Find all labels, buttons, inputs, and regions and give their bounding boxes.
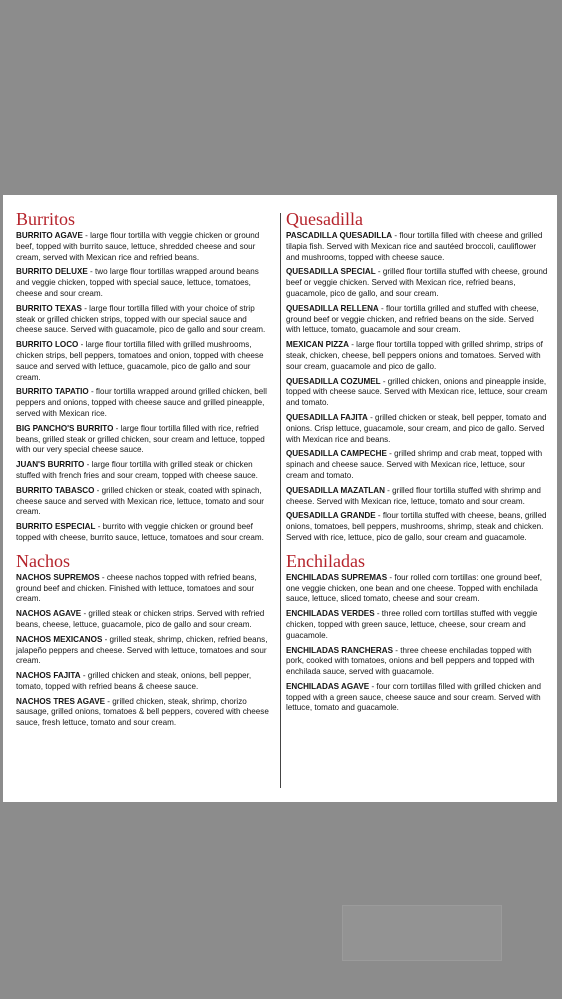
menu-item <box>16 609 272 631</box>
menu-item-description: large flour tortilla filled with grilled mushrooms, chicken strips, bell peppers, tomatoes and onion, topped with cheese sauce and served with lettuce, guacamole, pico de gallo and sour cream. <box>16 340 264 382</box>
menu-item-separator: - <box>378 303 386 313</box>
menu-item-description: grilled chicken or steak, coated with spinach, cheese sauce and served with Mexican rice, lettuce, tomato and sour cream. <box>16 485 264 517</box>
menu-section-nachos <box>16 551 272 729</box>
section-title: Nachos <box>16 550 70 571</box>
menu-item <box>286 646 548 678</box>
menu-column-right <box>286 209 548 718</box>
menu-item-separator: - <box>82 231 91 240</box>
menu-item-description: large flour tortilla filled with your choice of strip steak or grilled chicken strips, topped with our special sauce and cheese sauce. Served with guacamole, pico de gallo and sour cream. <box>16 303 266 335</box>
menu-item-separator: - <box>102 634 110 644</box>
menu-item-name: MEXICAN PIZZA <box>286 340 349 350</box>
menu-item-name: JUAN'S BURRITO <box>16 460 85 470</box>
menu-item-name: ENCHILADAS VERDES <box>286 609 375 619</box>
menu-item-name: BURRITO TEXAS <box>16 303 82 313</box>
menu-item <box>286 609 548 641</box>
menu-item-separator: - <box>369 681 377 691</box>
menu-item-description: two large flour tortillas wrapped around beans and veggie chicken, topped with special sauce, lettuce, tomatoes, cheese and sour cream. <box>16 267 259 298</box>
menu-item-separator: - <box>367 412 376 422</box>
menu-item-description: grilled steak, shrimp, chicken, refried beans, jalapeño peppers and cheese. Served with lettuce, tomatoes and sour cream. <box>16 634 268 666</box>
menu-item-separator: - <box>78 340 86 350</box>
menu-item-name: NACHOS FAJITA <box>16 671 81 681</box>
menu-item-description: flour tortilla grilled and stuffed with cheese, ground beef or veggie chicken, and refried beans on the side. Served with lettuce, tomato, guacamole and sour cream. <box>286 303 539 335</box>
section-title: Burritos <box>16 209 76 229</box>
menu-item <box>286 511 548 543</box>
menu-item-separator: - <box>374 609 382 619</box>
menu-item-separator: - <box>81 303 90 313</box>
menu-item-name: QUESADILLA CAMPECHE <box>286 449 387 459</box>
menu-item-name: NACHOS TRES AGAVE <box>16 696 106 706</box>
menu-item-description: flour tortilla filled with cheese and grilled tilapia fish. Served with Mexican rice and sautéed broccoli, cauliflower and mushrooms, topped with cheese sauce. <box>286 231 543 262</box>
menu-page <box>3 195 557 802</box>
menu-section-enchiladas <box>286 551 548 715</box>
menu-item-name: PASCADILLA QUESADILLA <box>286 231 393 240</box>
menu-item-name: ENCHILADAS SUPREMAS <box>286 572 388 582</box>
menu-item-separator: - <box>84 460 92 470</box>
menu-item-name: NACHOS AGAVE <box>16 609 82 619</box>
menu-item <box>16 671 272 693</box>
menu-item-description: cheese nachos topped with refried beans, ground beef and chicken. Finished with lettuce, tomatoes and sour cream. <box>16 572 257 604</box>
menu-item-name: QUESADILLA GRANDE <box>286 511 376 521</box>
menu-item-name: BURRITO DELUXE <box>16 267 88 277</box>
menu-item-name: QUESADILLA RELLENA <box>286 303 379 313</box>
menu-item-description: flour tortilla stuffed with cheese, beans, grilled onions, tomatoes, bell peppers, mushrooms, shrimp, steak and chicken. Served with rice, lettuce, pico de gallo, sour cream and guacamole. <box>286 511 547 542</box>
menu-item <box>286 449 548 481</box>
menu-item <box>286 573 548 605</box>
menu-item-separator: - <box>105 696 113 706</box>
menu-item-separator: - <box>392 231 400 240</box>
menu-item-separator: - <box>393 645 401 655</box>
menu-item-separator: - <box>387 572 395 582</box>
menu-item-description: grilled steak or chicken strips. Served with refried beans, cheese, lettuce, guacamole, pico de gallo and sour cream. <box>16 609 265 629</box>
menu-item <box>286 682 548 714</box>
menu-item-name: ENCHILADAS RANCHERAS <box>286 645 394 655</box>
menu-item-description: burrito with veggie chicken or ground beef topped with cheese, burrito sauce, lettuce, tomatoes and sour cream. <box>16 522 264 542</box>
menu-item-separator: - <box>80 671 88 681</box>
menu-item-description: three cheese enchiladas topped with pork, cooked with tomatoes, onions and bell peppers and topped with enchilada sauce, served with guacamole. <box>286 645 535 677</box>
menu-item-name: NACHOS SUPREMOS <box>16 572 100 582</box>
menu-item <box>16 304 272 336</box>
menu-item-name: BURRITO TAPATIO <box>16 387 89 397</box>
menu-item <box>16 697 272 729</box>
menu-item-separator: - <box>113 423 121 433</box>
menu-item <box>16 231 272 263</box>
menu-item <box>16 486 272 518</box>
menu-item-description: four rolled corn tortillas: one ground beef, one veggie chicken, one bean and one cheese. Topped with enchilada sauce, lettuce, sliced tomato, cheese and sour cream. <box>286 572 542 604</box>
menu-item-separator: - <box>99 572 107 582</box>
menu-item-description: large flour tortilla with grilled steak or chicken stuffed with french fries and sour cream, topped with cheese sauce. <box>16 460 258 480</box>
menu-item-name: BIG PANCHO'S BURRITO <box>16 423 114 433</box>
menu-item <box>286 231 548 263</box>
menu-item-description: grilled flour tortilla stuffed with shrimp and cheese. Served with Mexican rice, lettuce, tomato and sour cream. <box>286 485 541 506</box>
menu-item-description: grilled chicken or steak, bell pepper, tomato and onions. Crisp lettuce, guacamole, sour cream, and pico de gallo. Served with Mexican rice and beans. <box>286 412 547 444</box>
menu-item <box>16 573 272 605</box>
menu-item-name: BURRITO AGAVE <box>16 231 83 240</box>
menu-item <box>286 377 548 409</box>
menu-item-name: BURRITO TABASCO <box>16 485 95 495</box>
section-title: Quesadilla <box>286 209 363 229</box>
menu-item-description: grilled chicken, onions and pineapple inside, topped with cheese sauce. Served with Mexican rice, lettuce, sour cream and tomato. <box>286 376 548 408</box>
menu-item-name: ENCHILADAS AGAVE <box>286 681 370 691</box>
menu-item-separator: - <box>88 387 96 397</box>
menu-item <box>286 340 548 372</box>
menu-item <box>16 340 272 383</box>
menu-column-left <box>16 209 272 733</box>
menu-item-name: QUESADILLA MAZATLAN <box>286 485 385 495</box>
menu-item <box>286 486 548 508</box>
menu-item-separator: - <box>375 267 383 277</box>
menu-item-separator: - <box>386 449 395 459</box>
column-divider <box>280 213 281 788</box>
watermark-overlay <box>342 905 502 961</box>
menu-item-separator: - <box>348 340 357 350</box>
menu-item-name: QUESADILLA FAJITA <box>286 412 368 422</box>
menu-item-description: four corn tortillas filled with grilled chicken and topped with a green sauce, cheese sauce and sour cream. Served with lettuce, tomato and guacamole. <box>286 681 542 713</box>
section-title: Enchiladas <box>286 550 365 571</box>
menu-item <box>286 304 548 336</box>
menu-item <box>16 635 272 667</box>
menu-item <box>16 424 272 456</box>
menu-item <box>16 460 272 482</box>
menu-item-description: flour tortilla wrapped around grilled chicken, bell peppers and onions, topped with cheese sauce and grilled pineapple, served with Mexican rice. <box>16 387 267 418</box>
menu-item-name: BURRITO ESPECIAL <box>16 522 96 532</box>
menu-item-separator: - <box>384 485 393 495</box>
menu-item <box>16 267 272 299</box>
menu-item-separator: - <box>87 267 96 277</box>
menu-item-description: grilled shrimp and crab meat, topped with spinach and cheese sauce. Served with Mexican rice, lettuce, sour cream and tomato. <box>286 449 543 480</box>
menu-item-name: BURRITO LOCO <box>16 340 79 350</box>
menu-section-burritos <box>16 209 272 544</box>
menu-item-description: large flour tortilla filled with rice, refried beans, grilled steak or grilled chicken, sour cream and lettuce, topped with our very special cheese sauce. <box>16 423 265 455</box>
menu-item-description: large flour tortilla topped with grilled shrimp, strips of steak, chicken, cheese, bell peppers onions and tomatoes. Served with sour cream, guacamole and pico de gallo. <box>286 340 543 371</box>
menu-item <box>16 522 272 544</box>
menu-item <box>16 387 272 419</box>
menu-section-quesadilla <box>286 209 548 544</box>
menu-item-description: large flour tortilla with veggie chicken or ground beef, topped with burrito sauce, lettuce, shredded cheese and sour cream, served with Mexican rice and refried beans. <box>16 231 260 262</box>
menu-item <box>286 413 548 445</box>
menu-item-separator: - <box>375 511 383 521</box>
menu-item-description: grilled chicken and steak, onions, bell pepper, tomato, topped with refried beans & cheese sauce. <box>16 671 252 691</box>
menu-item-separator: - <box>95 522 103 532</box>
menu-item-description: grilled flour tortilla stuffed with cheese, ground beef or veggie chicken. Served with Mexican rice, refried beans, guacamole, pico de gallo, and sour cream. <box>286 267 548 298</box>
menu-item-name: QUESADILLA COZUMEL <box>286 376 381 386</box>
menu-item-separator: - <box>81 609 89 619</box>
menu-item-separator: - <box>94 485 102 495</box>
menu-item <box>286 267 548 299</box>
menu-item-separator: - <box>380 376 388 386</box>
menu-item-name: NACHOS MEXICANOS <box>16 634 103 644</box>
menu-item-description: three rolled corn tortillas stuffed with veggie chicken, topped with green sauce, lettuce, cheese, sour cream and guacamole. <box>286 609 538 640</box>
menu-item-description: grilled chicken, steak, shrimp, chorizo sausage, grilled onions, tomatoes & bell peppers, covered with cheese sauce, fresh lettuce, tomato and sour cream. <box>16 696 269 728</box>
menu-item-name: QUESADILLA SPECIAL <box>286 267 376 277</box>
